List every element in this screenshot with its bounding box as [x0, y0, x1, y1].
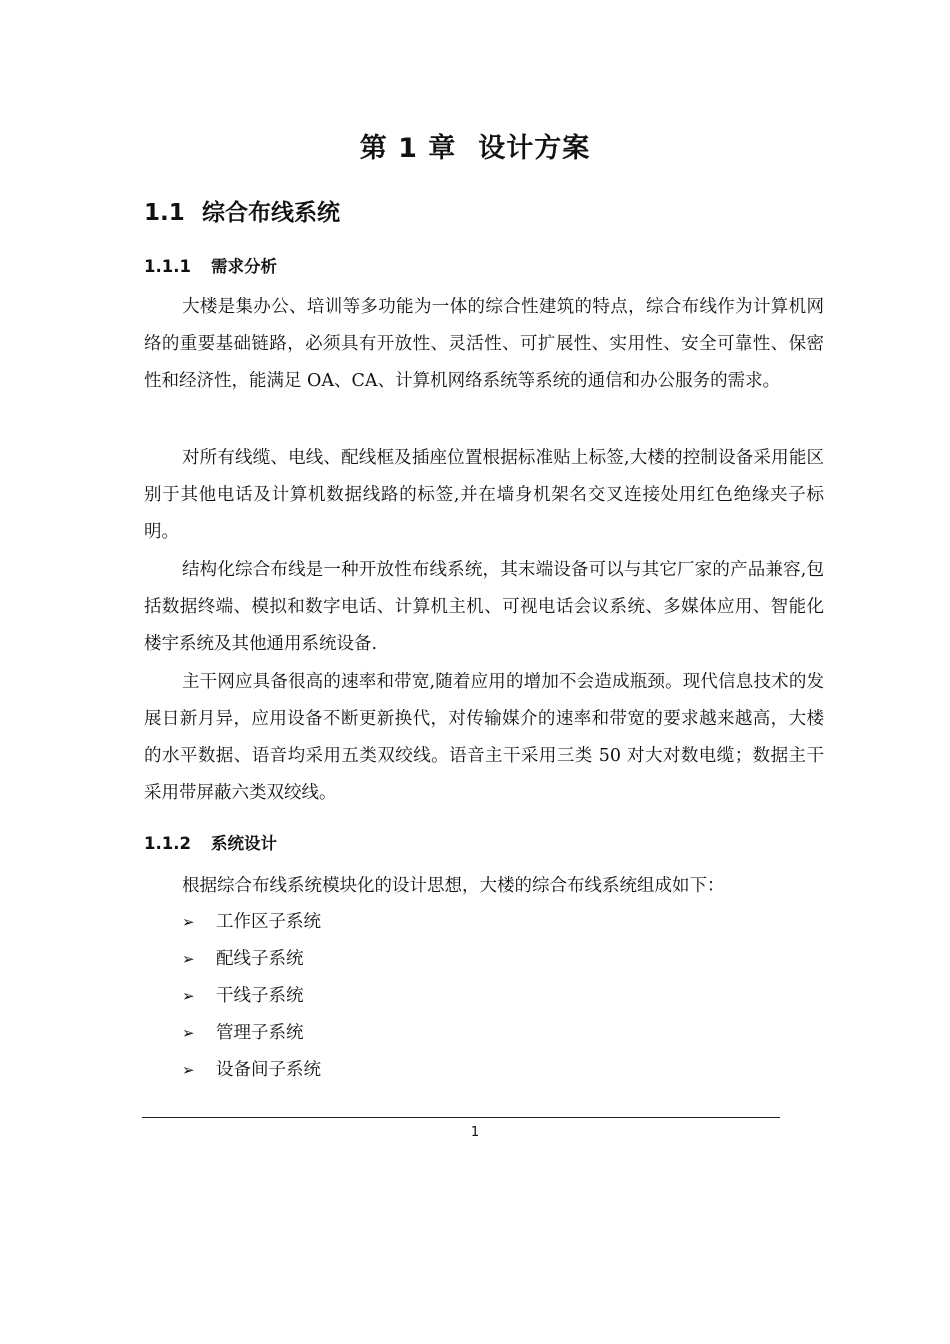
- arrowhead-bullet-icon: ➢: [182, 1061, 195, 1079]
- list-item: [182, 904, 321, 941]
- list-item: [182, 941, 321, 978]
- subsection-heading-system-design: [144, 830, 277, 854]
- page-number: 1: [470, 1125, 480, 1140]
- chapter-title-text: 设计方案: [478, 133, 591, 164]
- paragraph: 对所有线缆、电线、配线框及插座位置根据标准贴上标签,大楼的控制设备采用能区别于其他电话及计算机数据线路的标签,并在墙身机架名交叉连接处用红色绝缘夹子标明。: [144, 448, 824, 542]
- list-item-text: 配线子系统: [216, 949, 304, 969]
- list-item-text: 工作区子系统: [216, 912, 321, 932]
- section-number: 1.1: [144, 200, 185, 226]
- arrowhead-bullet-icon: ➢: [182, 987, 195, 1005]
- chapter-title: [0, 126, 950, 165]
- paragraph: 根据综合布线系统模块化的设计思想，大楼的综合布线系统组成如下：: [182, 876, 725, 896]
- list-item-text: 干线子系统: [216, 986, 304, 1006]
- list-item-text: 设备间子系统: [216, 1060, 321, 1080]
- paragraph: 大楼是集办公、培训等多功能为一体的综合性建筑的特点，综合布线作为计算机网络的重要基础链路，必须具有开放性、灵活性、可扩展性、实用性、安全可靠性、保密性和经济性，能满足 OA、CA、计算机网络系统等系统的通信和办公服务的需求。: [144, 297, 824, 391]
- list-item-text: 管理子系统: [216, 1023, 304, 1043]
- paragraph: 结构化综合布线是一种开放性布线系统，其末端设备可以与其它厂家的产品兼容,包括数据终端、模拟和数字电话、计算机主机、可视电话会议系统、多媒体应用、智能化楼宇系统及其他通用系统设备.: [144, 560, 824, 654]
- paragraph: 主干网应具备很高的速率和带宽,随着应用的增加不会造成瓶颈。现代信息技术的发展日新月异，应用设备不断更新换代，对传输媒介的速率和带宽的要求越来越高，大楼的水平数据、语音均采用五类双绞线。语音主干采用三类 50 对大对数电缆；数据主干采用带屏蔽六类双绞线。: [144, 672, 824, 803]
- subsection-title: 需求分析: [211, 257, 277, 276]
- subsection-number: 1.1.1: [144, 257, 191, 276]
- footer-divider: [142, 1117, 780, 1118]
- list-item: [182, 1015, 321, 1052]
- subsection-number: 1.1.2: [144, 834, 191, 853]
- list-item: [182, 1052, 321, 1089]
- subsection-heading-requirements: [144, 253, 277, 277]
- section-title: 综合布线系统: [202, 200, 340, 226]
- section-heading: [144, 194, 340, 227]
- arrowhead-bullet-icon: ➢: [182, 950, 195, 968]
- arrowhead-bullet-icon: ➢: [182, 913, 195, 931]
- subsystem-list: [182, 904, 321, 1089]
- arrowhead-bullet-icon: ➢: [182, 1024, 195, 1042]
- chapter-label: 第 1 章: [359, 133, 457, 164]
- list-item: [182, 978, 321, 1015]
- subsection-title: 系统设计: [211, 834, 277, 853]
